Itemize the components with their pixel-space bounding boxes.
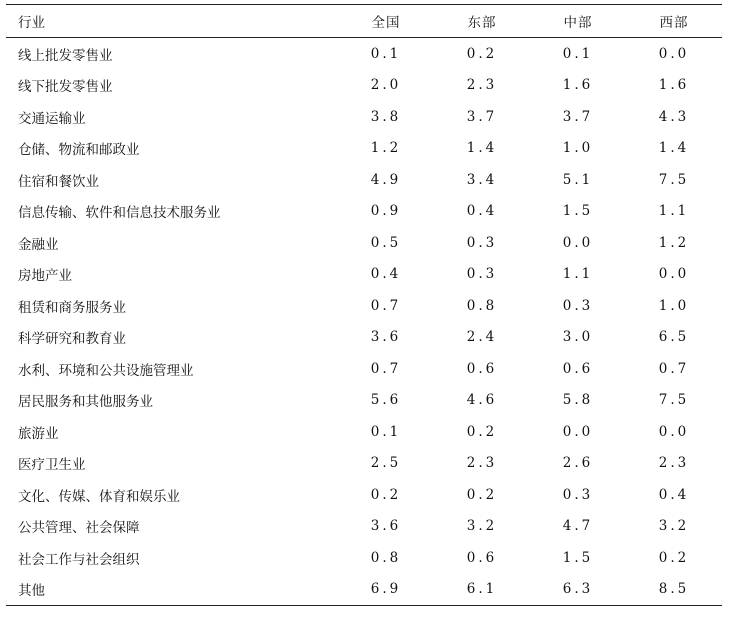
table-row xyxy=(6,259,722,291)
east-value-cell: 3.7 xyxy=(466,108,498,125)
west-value-cell: 1.1 xyxy=(658,203,690,220)
table-row xyxy=(6,574,722,606)
national-value-cell: 0.1 xyxy=(370,423,402,440)
central-value-cell: 5.8 xyxy=(562,392,594,409)
table-row xyxy=(6,133,722,165)
national-value-cell: 0.8 xyxy=(370,549,402,566)
national-value-cell: 0.7 xyxy=(370,360,402,377)
national-value-cell: 2.0 xyxy=(370,77,402,94)
national-value-cell: 0.5 xyxy=(370,234,402,251)
east-value-cell: 6.1 xyxy=(466,581,498,598)
central-value-cell: 6.3 xyxy=(562,581,594,598)
west-value-cell: 1.2 xyxy=(658,234,690,251)
industry-table xyxy=(6,4,722,606)
header-industry: 行业 xyxy=(18,15,45,31)
west-value-cell: 0.2 xyxy=(658,549,690,566)
east-value-cell: 0.2 xyxy=(466,486,498,503)
central-value-cell: 1.1 xyxy=(562,266,594,283)
east-value-cell: 0.8 xyxy=(466,297,498,314)
west-value-cell: 1.4 xyxy=(658,140,690,157)
table-row xyxy=(6,416,722,448)
central-value-cell: 1.6 xyxy=(562,77,594,94)
national-value-cell: 5.6 xyxy=(370,392,402,409)
west-value-cell: 0.0 xyxy=(658,45,690,62)
central-value-cell: 1.5 xyxy=(562,549,594,566)
east-value-cell: 0.3 xyxy=(466,266,498,283)
national-value-cell: 0.4 xyxy=(370,266,402,283)
industry-name-cell: 旅游业 xyxy=(18,425,59,442)
industry-name-cell: 线下批发零售业 xyxy=(18,79,113,96)
industry-name-cell: 社会工作与社会组织 xyxy=(18,551,140,568)
central-value-cell: 2.6 xyxy=(562,455,594,472)
industry-name-cell: 仓储、物流和邮政业 xyxy=(18,142,140,159)
industry-name-cell: 房地产业 xyxy=(18,268,72,285)
central-value-cell: 4.7 xyxy=(562,518,594,535)
header-row xyxy=(6,5,722,38)
west-value-cell: 1.0 xyxy=(658,297,690,314)
table-header xyxy=(6,5,722,38)
industry-name-cell: 信息传输、软件和信息技术服务业 xyxy=(18,205,221,222)
industry-name-cell: 医疗卫生业 xyxy=(18,457,86,474)
central-value-cell: 0.6 xyxy=(562,360,594,377)
east-value-cell: 0.2 xyxy=(466,45,498,62)
east-value-cell: 1.4 xyxy=(466,140,498,157)
header-central: 中部 xyxy=(563,15,593,31)
national-value-cell: 3.6 xyxy=(370,329,402,346)
west-value-cell: 6.5 xyxy=(658,329,690,346)
central-value-cell: 0.0 xyxy=(562,234,594,251)
central-value-cell: 3.0 xyxy=(562,329,594,346)
national-value-cell: 4.9 xyxy=(370,171,402,188)
header-national: 全国 xyxy=(371,15,401,31)
industry-name-cell: 租赁和商务服务业 xyxy=(18,299,126,316)
industry-name-cell: 文化、传媒、体育和娱乐业 xyxy=(18,488,180,505)
industry-name-cell: 居民服务和其他服务业 xyxy=(18,394,153,411)
central-value-cell: 3.7 xyxy=(562,108,594,125)
table-row xyxy=(6,448,722,480)
table-row xyxy=(6,196,722,228)
industry-name-cell: 交通运输业 xyxy=(18,110,86,127)
national-value-cell: 3.8 xyxy=(370,108,402,125)
east-value-cell: 3.2 xyxy=(466,518,498,535)
industry-table-container xyxy=(6,4,722,606)
industry-name-cell: 线上批发零售业 xyxy=(18,47,113,64)
national-value-cell: 1.2 xyxy=(370,140,402,157)
national-value-cell: 0.1 xyxy=(370,45,402,62)
west-value-cell: 0.4 xyxy=(658,486,690,503)
central-value-cell: 0.0 xyxy=(562,423,594,440)
central-value-cell: 0.1 xyxy=(562,45,594,62)
national-value-cell: 0.7 xyxy=(370,297,402,314)
industry-name-cell: 其他 xyxy=(18,583,45,600)
table-row xyxy=(6,38,722,70)
west-value-cell: 0.0 xyxy=(658,423,690,440)
table-row xyxy=(6,164,722,196)
table-row xyxy=(6,290,722,322)
central-value-cell: 0.3 xyxy=(562,297,594,314)
central-value-cell: 5.1 xyxy=(562,171,594,188)
table-row xyxy=(6,227,722,259)
table-row xyxy=(6,385,722,417)
west-value-cell: 1.6 xyxy=(658,77,690,94)
east-value-cell: 4.6 xyxy=(466,392,498,409)
east-value-cell: 3.4 xyxy=(466,171,498,188)
west-value-cell: 4.3 xyxy=(658,108,690,125)
west-value-cell: 2.3 xyxy=(658,455,690,472)
east-value-cell: 0.3 xyxy=(466,234,498,251)
national-value-cell: 3.6 xyxy=(370,518,402,535)
west-value-cell: 7.5 xyxy=(658,171,690,188)
central-value-cell: 0.3 xyxy=(562,486,594,503)
national-value-cell: 6.9 xyxy=(370,581,402,598)
national-value-cell: 0.2 xyxy=(370,486,402,503)
table-row xyxy=(6,101,722,133)
table-body xyxy=(6,38,722,606)
header-west: 西部 xyxy=(659,15,689,31)
west-value-cell: 0.7 xyxy=(658,360,690,377)
industry-name-cell: 住宿和餐饮业 xyxy=(18,173,99,190)
industry-name-cell: 金融业 xyxy=(18,236,59,253)
east-value-cell: 2.4 xyxy=(466,329,498,346)
east-value-cell: 0.4 xyxy=(466,203,498,220)
table-row xyxy=(6,511,722,543)
east-value-cell: 0.6 xyxy=(466,549,498,566)
west-value-cell: 8.5 xyxy=(658,581,690,598)
table-row xyxy=(6,353,722,385)
central-value-cell: 1.5 xyxy=(562,203,594,220)
east-value-cell: 0.2 xyxy=(466,423,498,440)
east-value-cell: 2.3 xyxy=(466,77,498,94)
east-value-cell: 2.3 xyxy=(466,455,498,472)
table-row xyxy=(6,542,722,574)
table-row xyxy=(6,322,722,354)
table-row xyxy=(6,479,722,511)
industry-name-cell: 科学研究和教育业 xyxy=(18,331,126,348)
west-value-cell: 3.2 xyxy=(658,518,690,535)
header-east: 东部 xyxy=(467,15,497,31)
national-value-cell: 2.5 xyxy=(370,455,402,472)
east-value-cell: 0.6 xyxy=(466,360,498,377)
west-value-cell: 0.0 xyxy=(658,266,690,283)
national-value-cell: 0.9 xyxy=(370,203,402,220)
industry-name-cell: 水利、环境和公共设施管理业 xyxy=(18,362,194,379)
west-value-cell: 7.5 xyxy=(658,392,690,409)
central-value-cell: 1.0 xyxy=(562,140,594,157)
table-row xyxy=(6,70,722,102)
industry-name-cell: 公共管理、社会保障 xyxy=(18,520,140,537)
